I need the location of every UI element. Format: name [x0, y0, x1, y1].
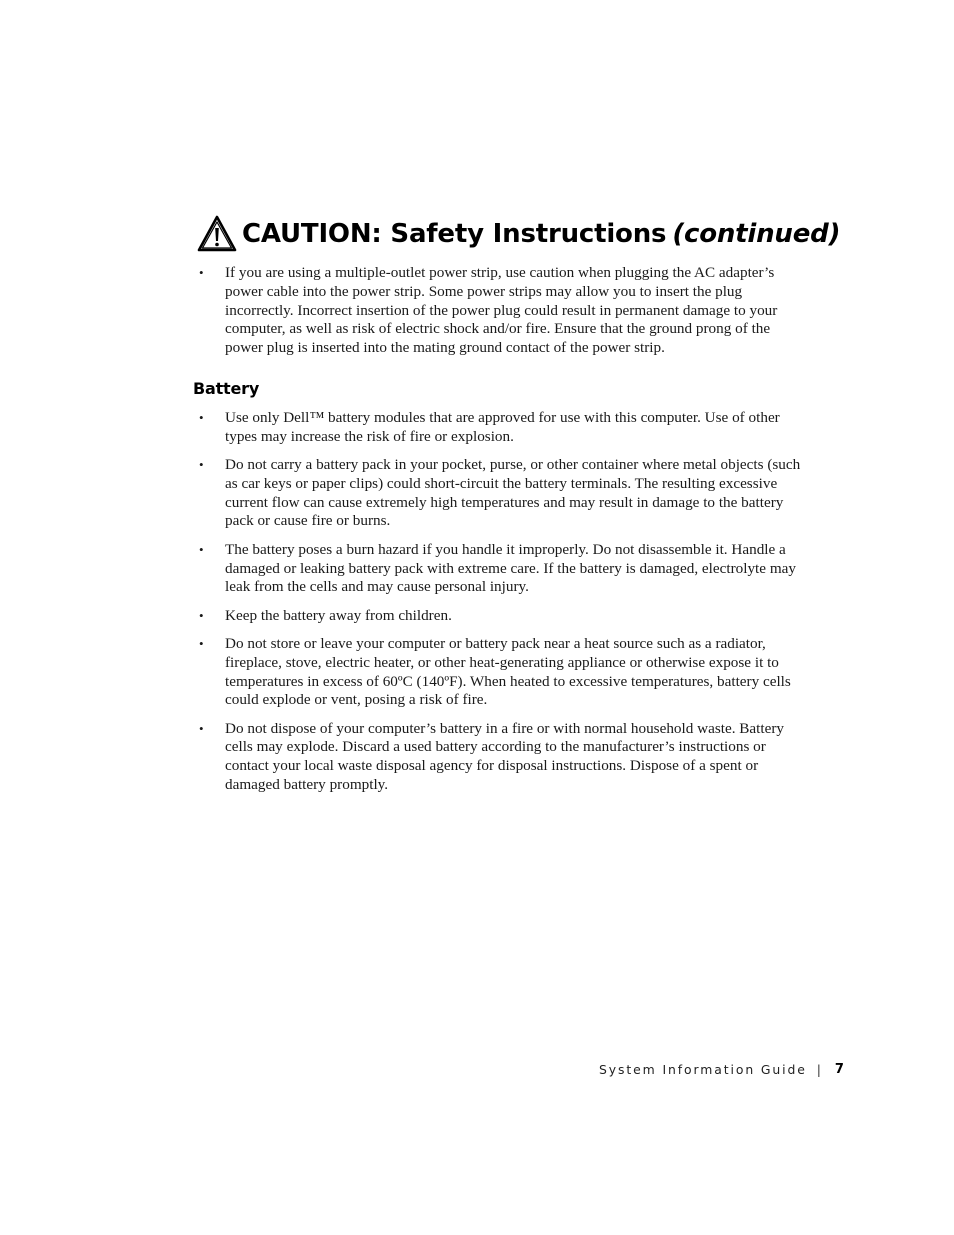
- list-item-text: Do not carry a battery pack in your pocket, purse, or other container where metal objects (such as car keys or paper clips) could short-circuit the battery terminals. The resulting excessive current flow can cause extremely high temperatures and may result in damage to the battery pack or cause fire or burns.: [225, 456, 801, 530]
- bullet-icon: •: [199, 265, 204, 280]
- footer-separator: |: [816, 1062, 823, 1077]
- page-number: 7: [834, 1062, 844, 1077]
- list-item-text: Keep the battery away from children.: [225, 606, 452, 624]
- section-title-battery: Battery: [193, 379, 260, 398]
- list-item: [198, 607, 804, 626]
- page-heading: [196, 214, 840, 254]
- heading-title: [242, 219, 840, 249]
- heading-title-main: CAUTION: Safety Instructions: [242, 219, 667, 249]
- bullet-icon: •: [199, 410, 204, 425]
- list-item: [198, 635, 804, 710]
- list-item: [198, 720, 804, 795]
- bullet-icon: •: [199, 720, 204, 736]
- bullet-icon: •: [199, 607, 204, 623]
- intro-bullet-list: [198, 264, 804, 367]
- battery-bullet-list: [198, 409, 804, 804]
- list-item: [198, 541, 804, 597]
- list-item-text: Use only Dell™ battery modules that are approved for use with this computer. Use of other types may increase the risk of fire or explosion.: [225, 409, 780, 445]
- footer-guide-name: System Information Guide: [599, 1062, 807, 1077]
- list-item-text: If you are using a multiple-outlet power strip, use caution when plugging the AC adapter’s power cable into the power strip. Some power strips may allow you to insert the plug incorrectly. Incorrect insertion of the power plug could result in permanent damage to your computer, as well as risk of electric shock and/or fire. Ensure that the ground prong of the power plug is inserted into the mating ground contact of the power strip.: [225, 264, 778, 357]
- bullet-icon: •: [199, 635, 204, 651]
- heading-title-continued: (continued): [672, 219, 841, 249]
- bullet-icon: •: [199, 457, 204, 473]
- page-footer: [599, 1062, 844, 1077]
- list-item-text: The battery poses a burn hazard if you handle it improperly. Do not disassemble it. Handle a damaged or leaking battery pack with extreme care. If the battery is damaged, electrolyte may leak from the cells and may cause personal injury.: [225, 540, 796, 596]
- list-item: [198, 409, 804, 447]
- list-item-text: Do not store or leave your computer or battery pack near a heat source such as a radiator, fireplace, stove, electric heater, or other heat-generating appliance or otherwise expose it to temperatures in excess of 60ºC (140ºF). When heated to excessive temperatures, battery cells could explode or vent, posing a risk of fire.: [225, 634, 791, 709]
- list-item: [198, 456, 804, 531]
- list-item: [198, 264, 804, 358]
- warning-triangle-icon: [196, 214, 238, 254]
- list-item-text: Do not dispose of your computer’s battery in a fire or with normal household waste. Battery cells may explode. Discard a used battery according to the manufacturer’s instructions or contact your local waste disposal agency for disposal instructions. Dispose of a spent or damaged battery promptly.: [225, 719, 785, 794]
- bullet-icon: •: [199, 541, 204, 557]
